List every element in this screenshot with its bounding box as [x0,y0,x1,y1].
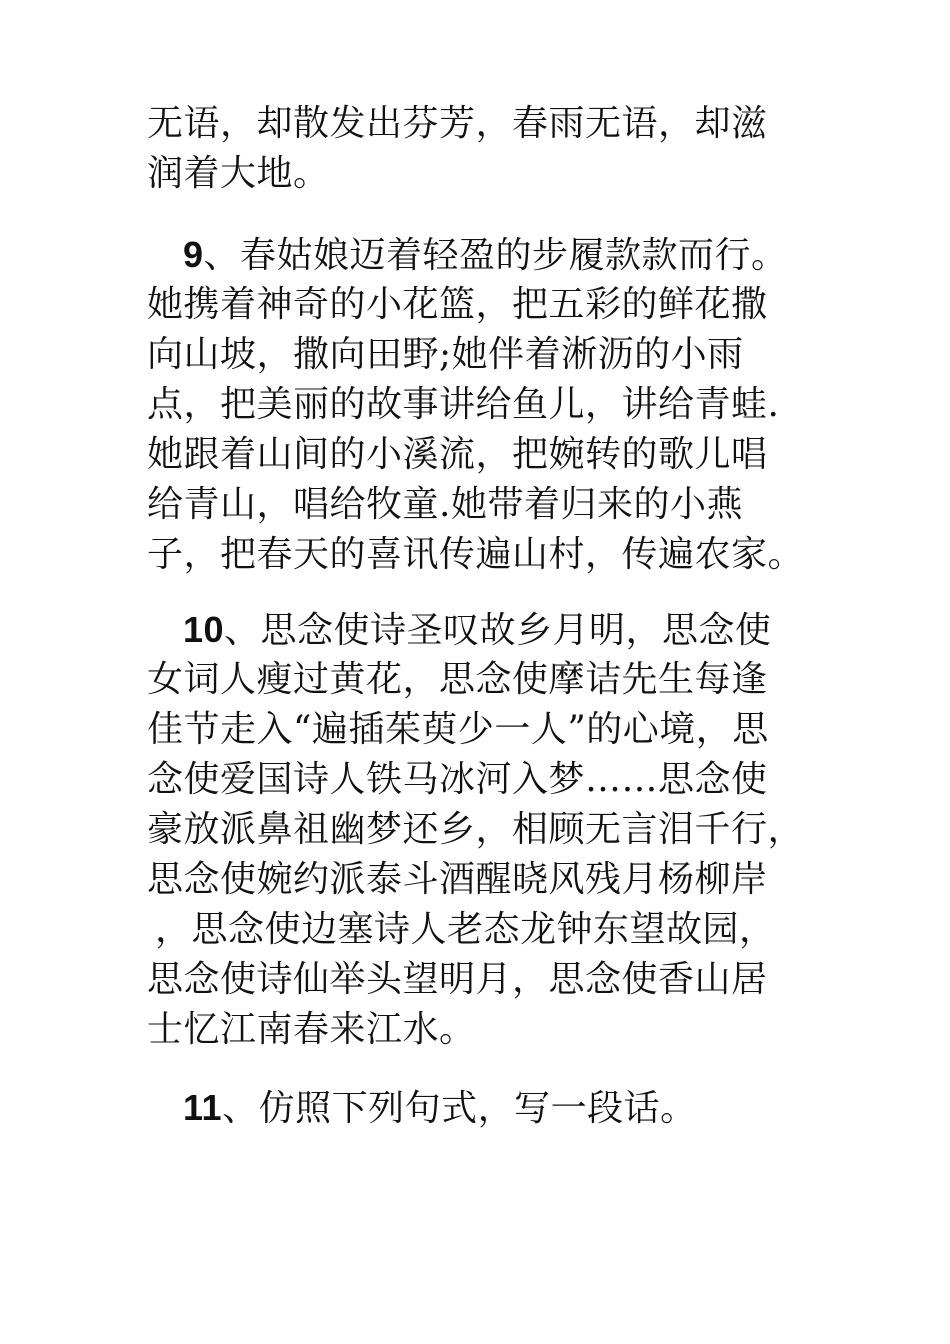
item-9-first-line: 9、春姑娘迈着轻盈的步履款款而行。 [183,234,788,276]
paragraph-line: 子，把春天的喜讯传遍山村，传遍农家。 [147,534,805,575]
paragraph-line: 无语，却散发出芬芳，春雨无语，却滋 [147,103,768,144]
item-number: 9 [183,234,204,275]
paragraph-line: 给青山，唱给牧童.她带着归来的小燕 [147,484,743,525]
paragraph-line: ，思念使边塞诗人老态龙钟东望故园， [155,909,776,950]
paragraph-line: 佳节走入“遍插茱萸少一人”的心境，思 [147,709,769,750]
paragraph-line: 思念使婉约派泰斗酒醒晓风残月杨柳岸 [147,859,768,900]
paragraph-line: 思念使诗仙举头望明月，思念使香山居 [147,959,768,1000]
paragraph-line: 点，把美丽的故事讲给鱼儿，讲给青蛙. [147,384,780,425]
paragraph-line: 润着大地。 [147,153,330,194]
item-number: 11 [183,1087,223,1128]
paragraph-line: 士忆江南春来江水。 [147,1009,476,1050]
item-number: 10 [183,609,225,650]
paragraph-line: 豪放派鼻祖幽梦还乡，相顾无言泪千行， [147,809,805,850]
paragraph-line: 女词人瘦过黄花，思念使摩诘先生每逢 [147,659,768,700]
paragraph-line: 她携着神奇的小花篮，把五彩的鲜花撒 [147,284,768,325]
paragraph-line: 她跟着山间的小溪流，把婉转的歌儿唱 [147,434,768,475]
item-10-first-line: 10、思念使诗圣叹故乡月明，思念使 [183,609,772,651]
item-11-first-line: 11、仿照下列句式，写一段话。 [183,1087,697,1129]
paragraph-line: 念使爱国诗人铁马冰河入梦……思念使 [147,759,768,800]
paragraph-line: 向山坡，撒向田野;她伴着淅沥的小雨 [147,334,744,375]
